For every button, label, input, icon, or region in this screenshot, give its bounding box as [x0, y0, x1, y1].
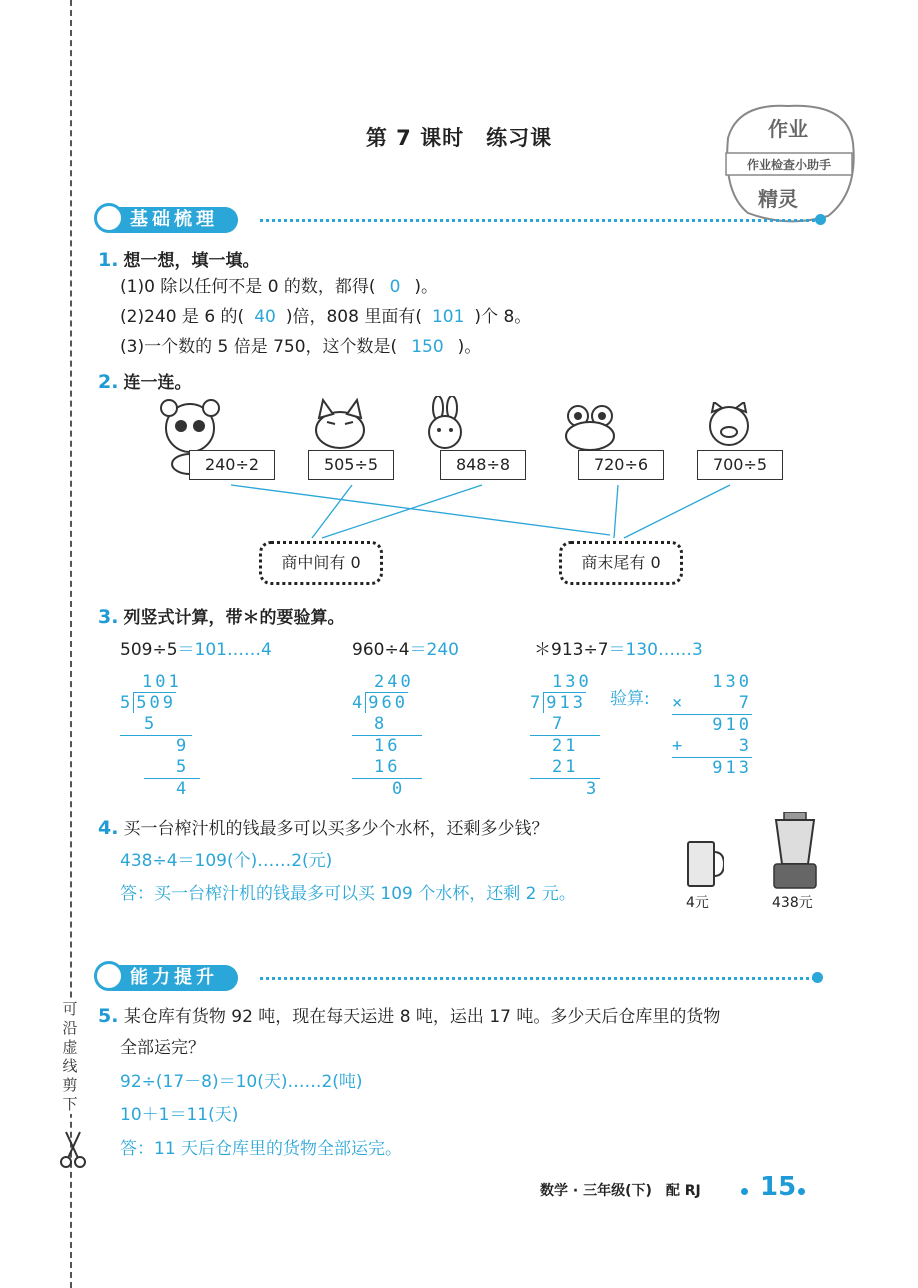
question-2: 2. 连一连。: [98, 371, 192, 393]
q5-prompt-cont: 全部运完？: [120, 1038, 205, 1058]
question-5: 5. 某仓库有货物 92 吨，现在每天运进 8 吨，运出 17 吨。多少天后仓库里的货物: [98, 1005, 721, 1027]
long-division-3: 130 7 913 7 21 21 3: [530, 672, 600, 799]
expr-box-720-6: 720÷6: [578, 450, 664, 480]
q4-answer: 答：买一台榨汁机的钱最多可以买 109 个水杯，还剩 2 元。: [120, 884, 576, 904]
q1-item-2: (2)240 是 6 的( 40 )倍，808 里面有( 101 )个 8。: [120, 307, 532, 327]
question-3: 3. 列竖式计算，带＊的要验算。: [98, 606, 345, 628]
expr-box-505-5: 505÷5: [308, 450, 394, 480]
stamp-mid: 作业检查小助手: [746, 158, 832, 172]
verification: 130 × 7 910 + 3 913: [672, 672, 752, 778]
q1-item-1: (1)0 除以任何不是 0 的数，都得( 0 )。: [120, 277, 439, 297]
q3-problem-3: ＊913÷7＝130……3: [534, 640, 703, 660]
stamp-bottom: 精灵: [758, 187, 798, 211]
section-label: 基础梳理: [100, 207, 238, 233]
q5-answer: 答：11 天后仓库里的货物全部运完。: [120, 1139, 403, 1159]
cup-price: 4元: [686, 895, 709, 911]
juicer-price: 438元: [772, 895, 813, 911]
q3-problem-1: 509÷5＝101……4: [120, 640, 272, 660]
section-label: 能力提升: [100, 965, 238, 991]
q5-calc-1: 92÷(17－8)＝10(天)……2(吨): [120, 1072, 363, 1092]
expr-box-700-5: 700÷5: [697, 450, 783, 480]
q4-calc: 438÷4＝109(个)……2(元): [120, 851, 333, 871]
juicer-icon: [768, 812, 824, 892]
q1-item-3: (3)一个数的 5 倍是 750，这个数是( 150 )。: [120, 337, 482, 357]
section-dot: [812, 972, 823, 983]
page-number: 15: [760, 1172, 797, 1202]
footer-text: 数学 · 三年级(下) 配 RJ: [540, 1183, 701, 1199]
cup-icon: [682, 838, 724, 890]
expr-box-848-8: 848÷8: [440, 450, 526, 480]
footer-dot: [741, 1188, 748, 1195]
q5-calc-2: 10＋1＝11(天): [120, 1105, 239, 1125]
long-division-1: 101 5 509 5 9 5 4: [120, 672, 200, 800]
q3-problem-2: 960÷4＝240: [352, 640, 459, 660]
section-advanced: [100, 961, 830, 995]
footer-dot: [798, 1188, 805, 1195]
check-label: 验算:: [610, 689, 650, 709]
section-divider: [260, 977, 815, 980]
clock-icon: [94, 961, 124, 991]
target-middle-zero: 商中间有 0: [259, 541, 383, 585]
side-note: 可沿虚线剪下: [58, 1000, 82, 1114]
question-1: 1. 想一想，填一填。: [98, 249, 260, 271]
expr-box-240-2: 240÷2: [189, 450, 275, 480]
question-4: 4. 买一台榨汁机的钱最多可以买多少个水杯，还剩多少钱？: [98, 817, 549, 839]
stamp-top: 作业: [768, 117, 808, 141]
target-end-zero: 商末尾有 0: [559, 541, 683, 585]
long-division-2: 240 4 960 8 16 16 0: [352, 672, 432, 800]
page-title: 第 7 课时 练习课: [365, 126, 553, 150]
